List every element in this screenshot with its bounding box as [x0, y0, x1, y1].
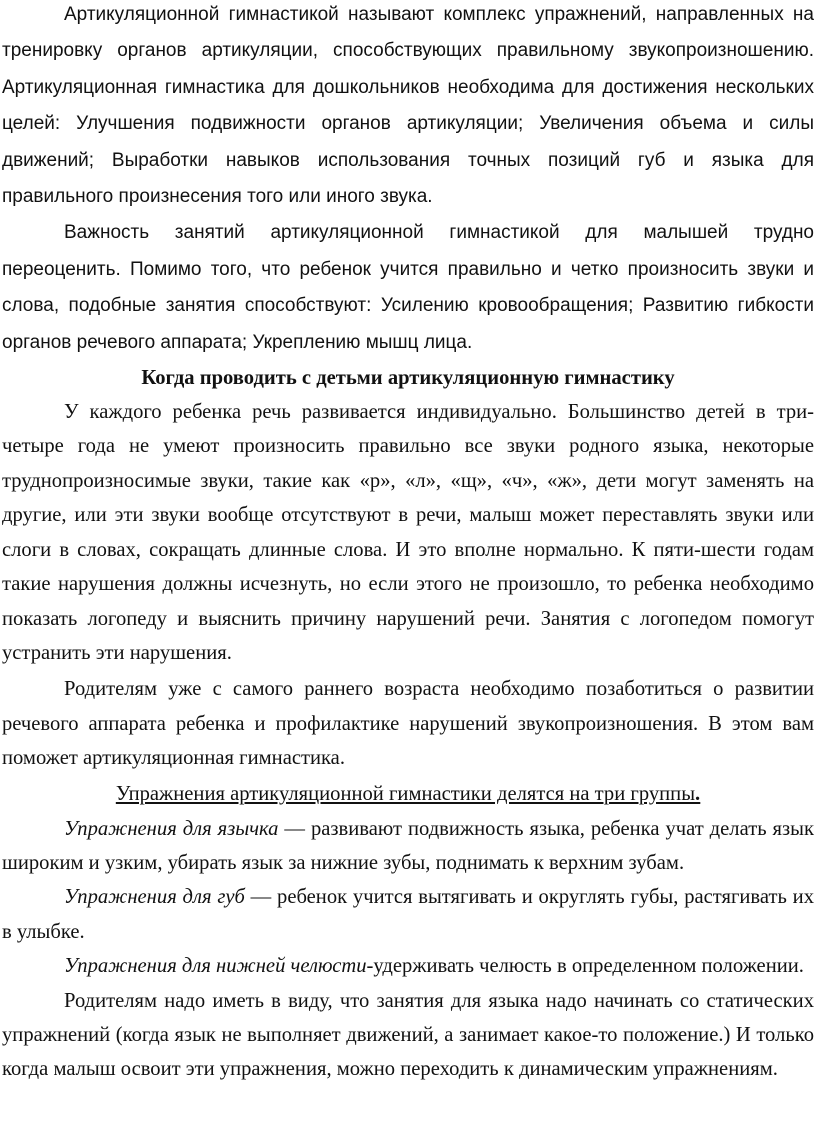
paragraph-articulation-definition: Артикуляционной гимнастикой называют комплекс упражнений, направленных на тренировку органов артикуляции, способствующих правильному звукопроизношению. Артикуляционная гимнастика для дошкольников необходима для достижения нескольких целей: Улучшения подвижности органов артикуляции; Увеличения объема и силы движений; Выработки навыков использования точных позиций губ и языка для правильного произнесения того или иного звука.: [2, 4, 814, 208]
jaw-exercises-label: Упражнения для нижней челюсти: [64, 955, 367, 978]
tongue-exercises-label: Упражнения для язычка: [64, 817, 279, 840]
paragraph-parents-advice: Родителям уже с самого раннего возраста необходимо позаботиться о развитии речевого аппарата ребенка и профилактике нарушений звукопроизношения. В этом вам поможет артикуляционная гимнастика.: [2, 678, 814, 770]
tongue-exercises-text: — развивают подвижность языка, ребенка учат делать язык широким и узким, убирать язык за нижние зубы, поднимать к верхним зубам.: [2, 817, 814, 874]
paragraph-static-dynamic: Родителям надо иметь в виду, что занятия для языка надо начинать со статических упражнений (когда язык не выполняет движений, а занимает какое-то положение.) И только когда малыш освоит эти упражнения, можно переходить к динамическим упражнениям.: [2, 989, 814, 1081]
paragraph-speech-development: У каждого ребенка речь развивается индивидуально. Большинство детей в три-четыре года не умеют произносить правильно все звуки родного языка, некоторые труднопроизносимые звуки, такие как «р», «л», «щ», «ч», «ж», дети могут заменять на другие, или эти звуки вообще отсутствуют в речи, малыш может переставлять звуки или слоги в словах, сокращать длинные слова. И это вполне нормально. К пяти-шести годам такие нарушения должны исчезнуть, но если этого не произошло, то ребенка необходимо показать логопеду и выяснить причину нарушений речи. Занятия с логопедом помогут устранить эти нарушения.: [2, 401, 814, 664]
lip-exercises-text: — ребенок учится вытягивать и округлять губы, растягивать их в улыбке.: [2, 886, 814, 943]
lip-exercises-label: Упражнения для губ: [64, 886, 245, 909]
section-heading-exercise-groups: [2, 776, 814, 812]
paragraph-lip-exercises: [2, 880, 814, 949]
paragraph-importance: Важность занятий артикуляционной гимнастикой для малышей трудно переоценить. Помимо того, что ребенок учится правильно и четко произносить звуки и слова, подобные занятия способствуют: Усилению кровообращения; Развитию гибкости органов речевого аппарата; Укреплению мышц лица.: [2, 222, 814, 353]
section-heading-when: Когда проводить с детьми артикуляционную гимнастику: [141, 367, 675, 390]
exercise-groups-heading-dot: .: [695, 782, 701, 805]
paragraph-tongue-exercises: [2, 812, 814, 881]
paragraph-jaw-exercises: [2, 949, 814, 983]
exercise-groups-heading-text: Упражнения артикуляционной гимнастики делятся на три группы: [115, 782, 696, 805]
jaw-exercises-text: -удерживать челюсть в определенном положении.: [366, 955, 804, 978]
